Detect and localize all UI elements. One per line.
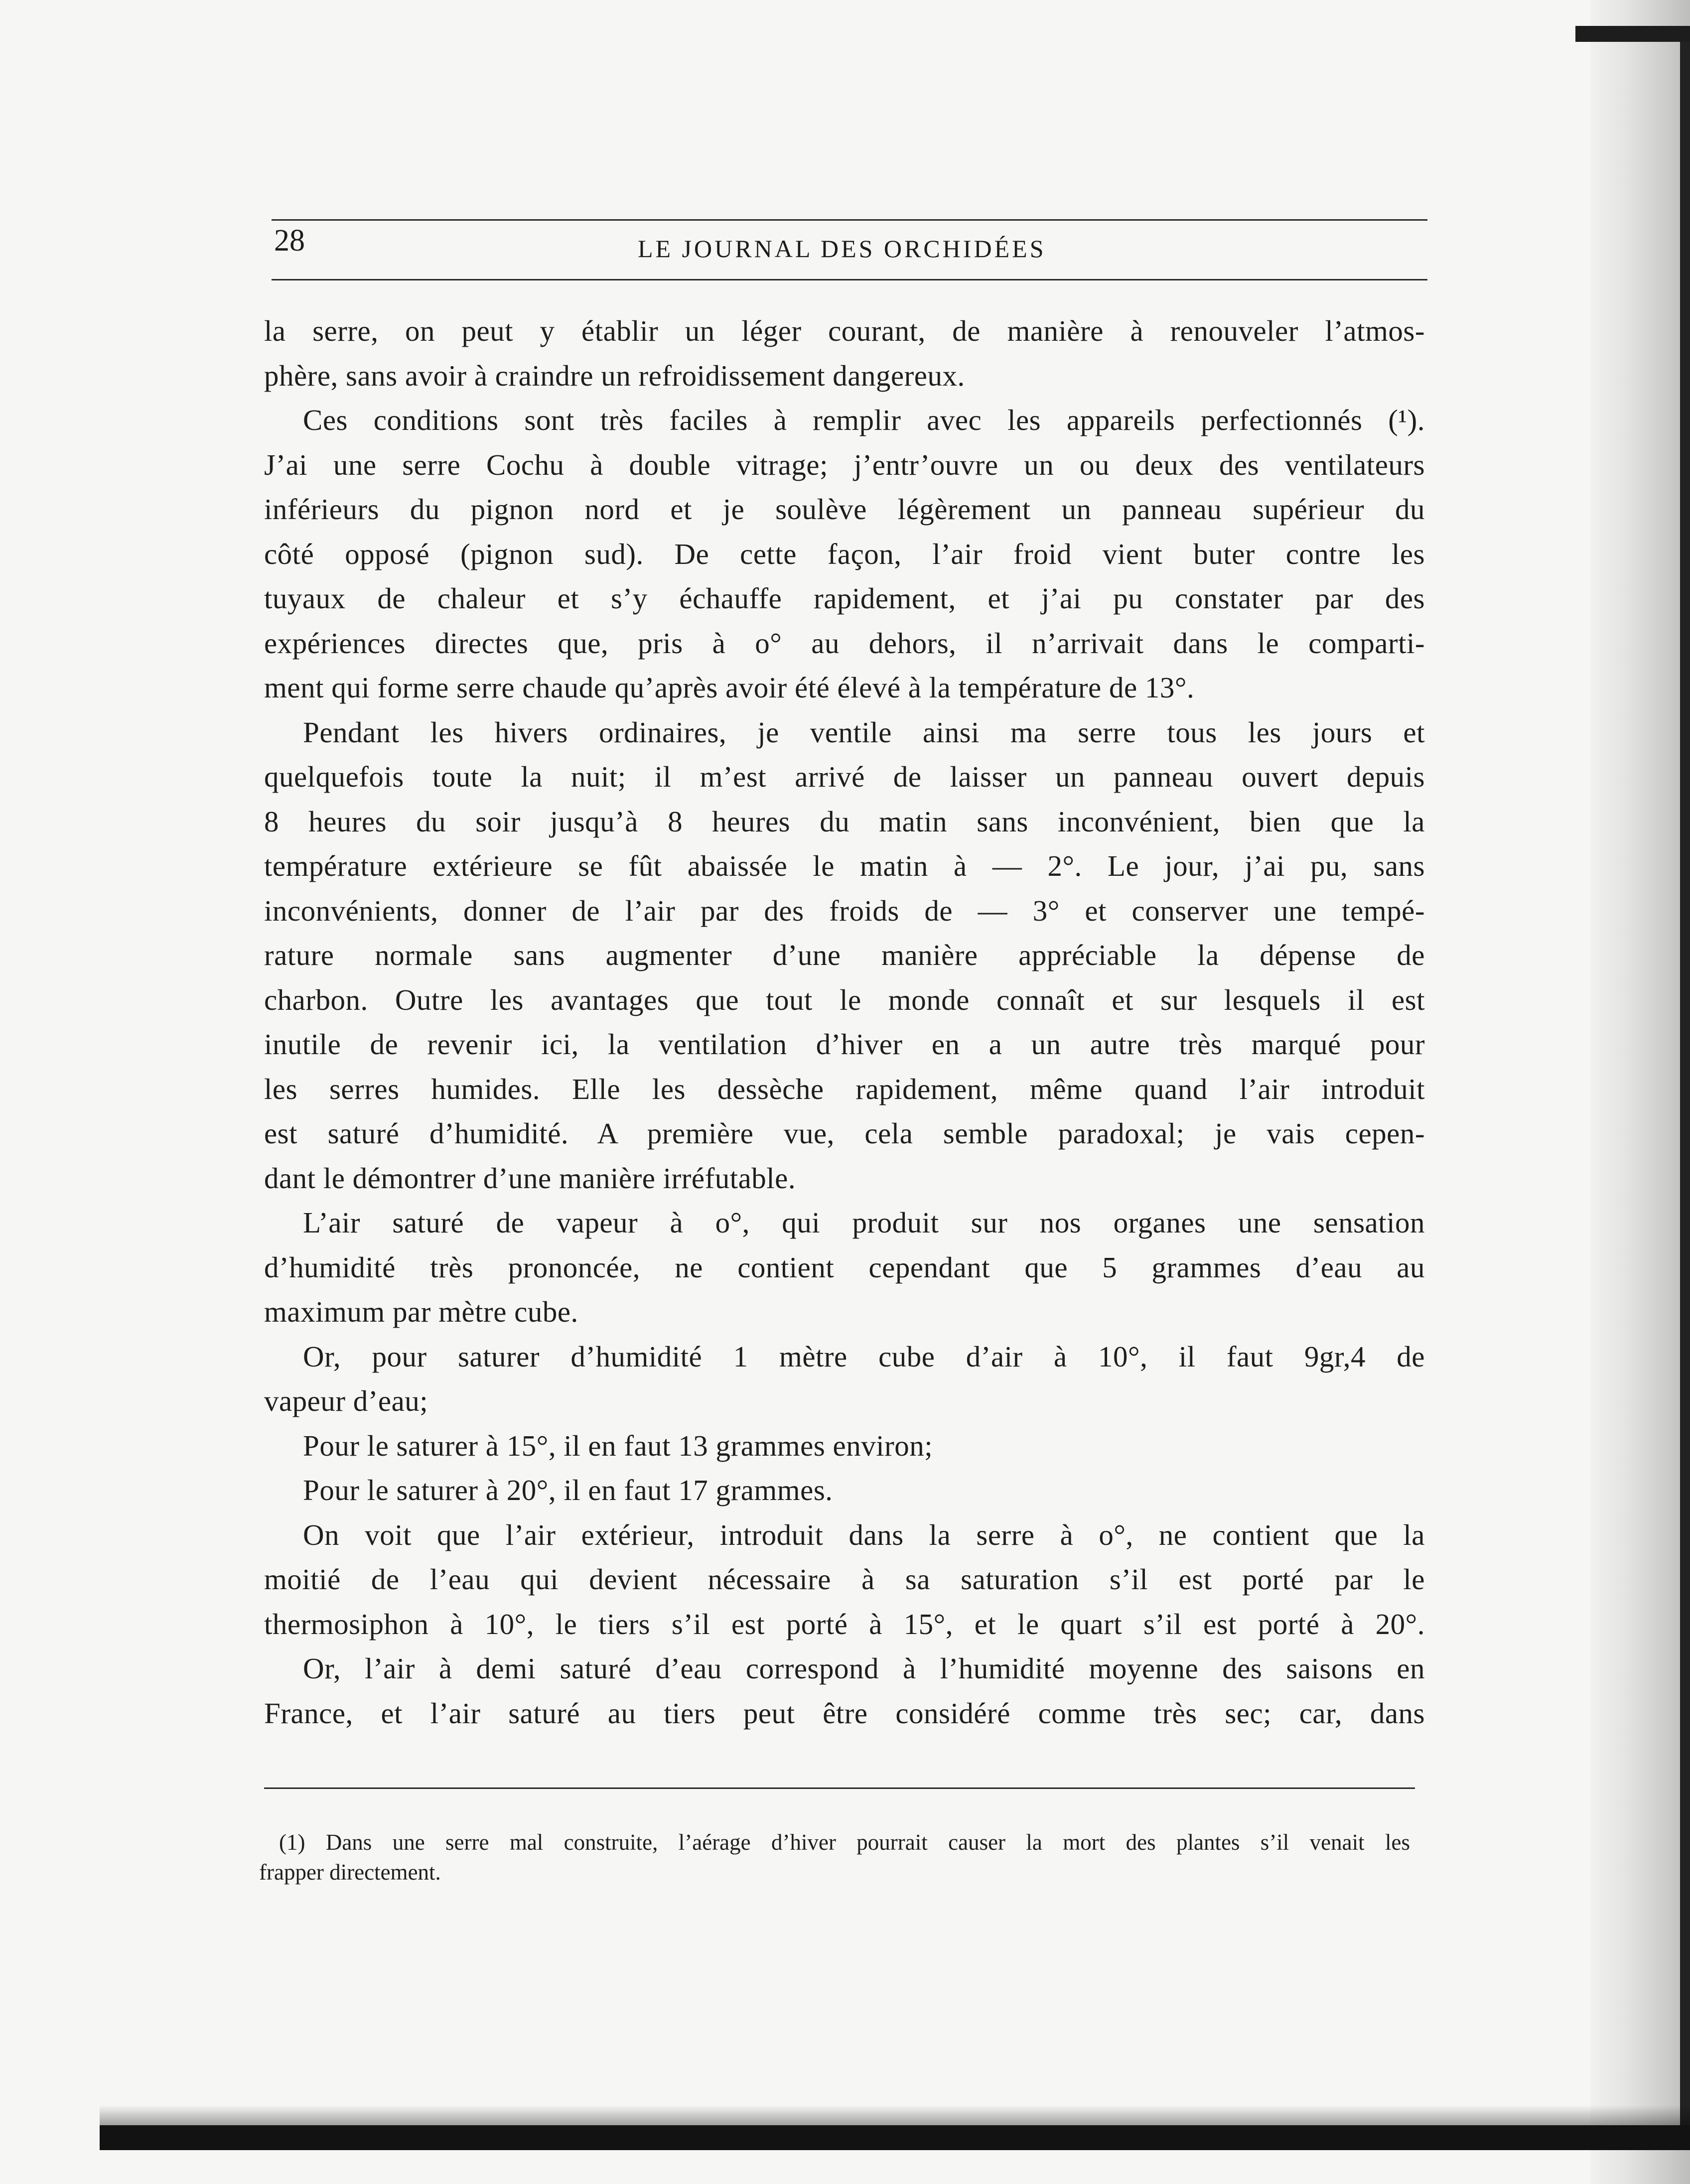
header-rule-top bbox=[272, 219, 1427, 221]
text-line: vapeur d’eau; bbox=[264, 1384, 428, 1417]
body-text bbox=[264, 309, 1425, 1736]
text-line: Pour le saturer à 15°, il en faut 13 grammes environ; bbox=[303, 1429, 933, 1462]
text-line: maximum par mètre cube. bbox=[264, 1295, 578, 1328]
text-line: 8 heures du soir jusqu’à 8 heures du matin sans inconvénient, bien que la bbox=[264, 805, 1425, 838]
text-line: inférieurs du pignon nord et je soulève légèrement un panneau supérieur du bbox=[264, 493, 1425, 526]
text-line: rature normale sans augmenter d’une manière appréciable la dépense de bbox=[264, 939, 1425, 971]
text-line: moitié de l’eau qui devient nécessaire à sa saturation s’il est porté par le bbox=[264, 1563, 1425, 1596]
page-edge bbox=[1680, 30, 1690, 2147]
text-line: On voit que l’air extérieur, introduit dans la serre à o°, ne contient que la bbox=[303, 1518, 1425, 1551]
header-rule-bottom bbox=[272, 279, 1427, 280]
bottom-edge-band bbox=[100, 2125, 1690, 2150]
text-line: tuyaux de chaleur et s’y échauffe rapidement, et j’ai pu constater par des bbox=[264, 582, 1425, 615]
text-line: côté opposé (pignon sud). De cette façon, l’air froid vient buter contre les bbox=[264, 537, 1425, 570]
text-line: température extérieure se fût abaissée le matin à — 2°. Le jour, j’ai pu, sans bbox=[264, 849, 1425, 882]
text-line: Pour le saturer à 20°, il en faut 17 grammes. bbox=[303, 1474, 833, 1506]
text-line: L’air saturé de vapeur à o°, qui produit sur nos organes une sensation bbox=[303, 1206, 1425, 1239]
text-line: d’humidité très prononcée, ne contient cependant que 5 grammes d’eau au bbox=[264, 1250, 1425, 1284]
text-line: les serres humides. Elle les dessèche rapidement, même quand l’air introduit bbox=[264, 1072, 1425, 1105]
text-line: charbon. Outre les avantages que tout le monde connaît et sur lesquels il est bbox=[264, 983, 1425, 1016]
bottom-shadow bbox=[100, 2105, 1690, 2125]
text-line: Or, l’air à demi saturé d’eau correspond à l’humidité moyenne des saisons en bbox=[303, 1652, 1425, 1685]
text-line: inconvénients, donner de l’air par des froids de — 3° et conserver une tempé- bbox=[264, 894, 1425, 927]
text-line: Pendant les hivers ordinaires, je ventile ainsi ma serre tous les jours et bbox=[303, 715, 1425, 749]
text-line: ment qui forme serre chaude qu’après avoir été élevé à la température de 13°. bbox=[264, 671, 1195, 704]
text-line: quelquefois toute la nuit; il m’est arrivé de laisser un panneau ouvert depuis bbox=[264, 760, 1425, 793]
text-line: J’ai une serre Cochu à double vitrage; j’entr’ouvre un ou deux des ventilateurs bbox=[264, 448, 1425, 481]
text-line: Ces conditions sont très faciles à remplir avec les appareils perfectionnés (¹). bbox=[303, 404, 1425, 436]
text-line: Or, pour saturer d’humidité 1 mètre cube d’air à 10°, il faut 9gr,4 de bbox=[303, 1340, 1425, 1373]
text-line: expériences directes que, pris à o° au dehors, il n’arrivait dans le comparti- bbox=[264, 626, 1425, 660]
text-line: phère, sans avoir à craindre un refroidissement dangereux. bbox=[264, 359, 965, 392]
text-line: dant le démontrer d’une manière irréfutable. bbox=[264, 1161, 796, 1195]
text-line: la serre, on peut y établir un léger courant, de manière à renouveler l’atmos- bbox=[264, 314, 1425, 347]
page-gutter-shadow bbox=[1590, 0, 1690, 2184]
footnote-rule bbox=[264, 1787, 1415, 1789]
footnote-line: frapper directement. bbox=[259, 1860, 441, 1885]
page-edge-tab bbox=[1575, 26, 1690, 42]
running-title: LE JOURNAL DES ORCHIDÉES bbox=[638, 235, 1046, 263]
text-line: est saturé d’humidité. A première vue, cela semble paradoxal; je vais cepen- bbox=[264, 1117, 1425, 1150]
footnote bbox=[259, 1827, 1410, 1887]
footnote-line: (1) Dans une serre mal construite, l’aérage d’hiver pourrait causer la mort des plantes s’il venait les bbox=[279, 1830, 1410, 1855]
text-line: thermosiphon à 10°, le tiers s’il est porté à 15°, et le quart s’il est porté à 20°. bbox=[264, 1607, 1425, 1640]
text-line: inutile de revenir ici, la ventilation d’hiver en a un autre très marqué pour bbox=[264, 1028, 1425, 1061]
text-line: France, et l’air saturé au tiers peut être considéré comme très sec; car, dans bbox=[264, 1696, 1425, 1730]
page-number: 28 bbox=[274, 224, 305, 258]
